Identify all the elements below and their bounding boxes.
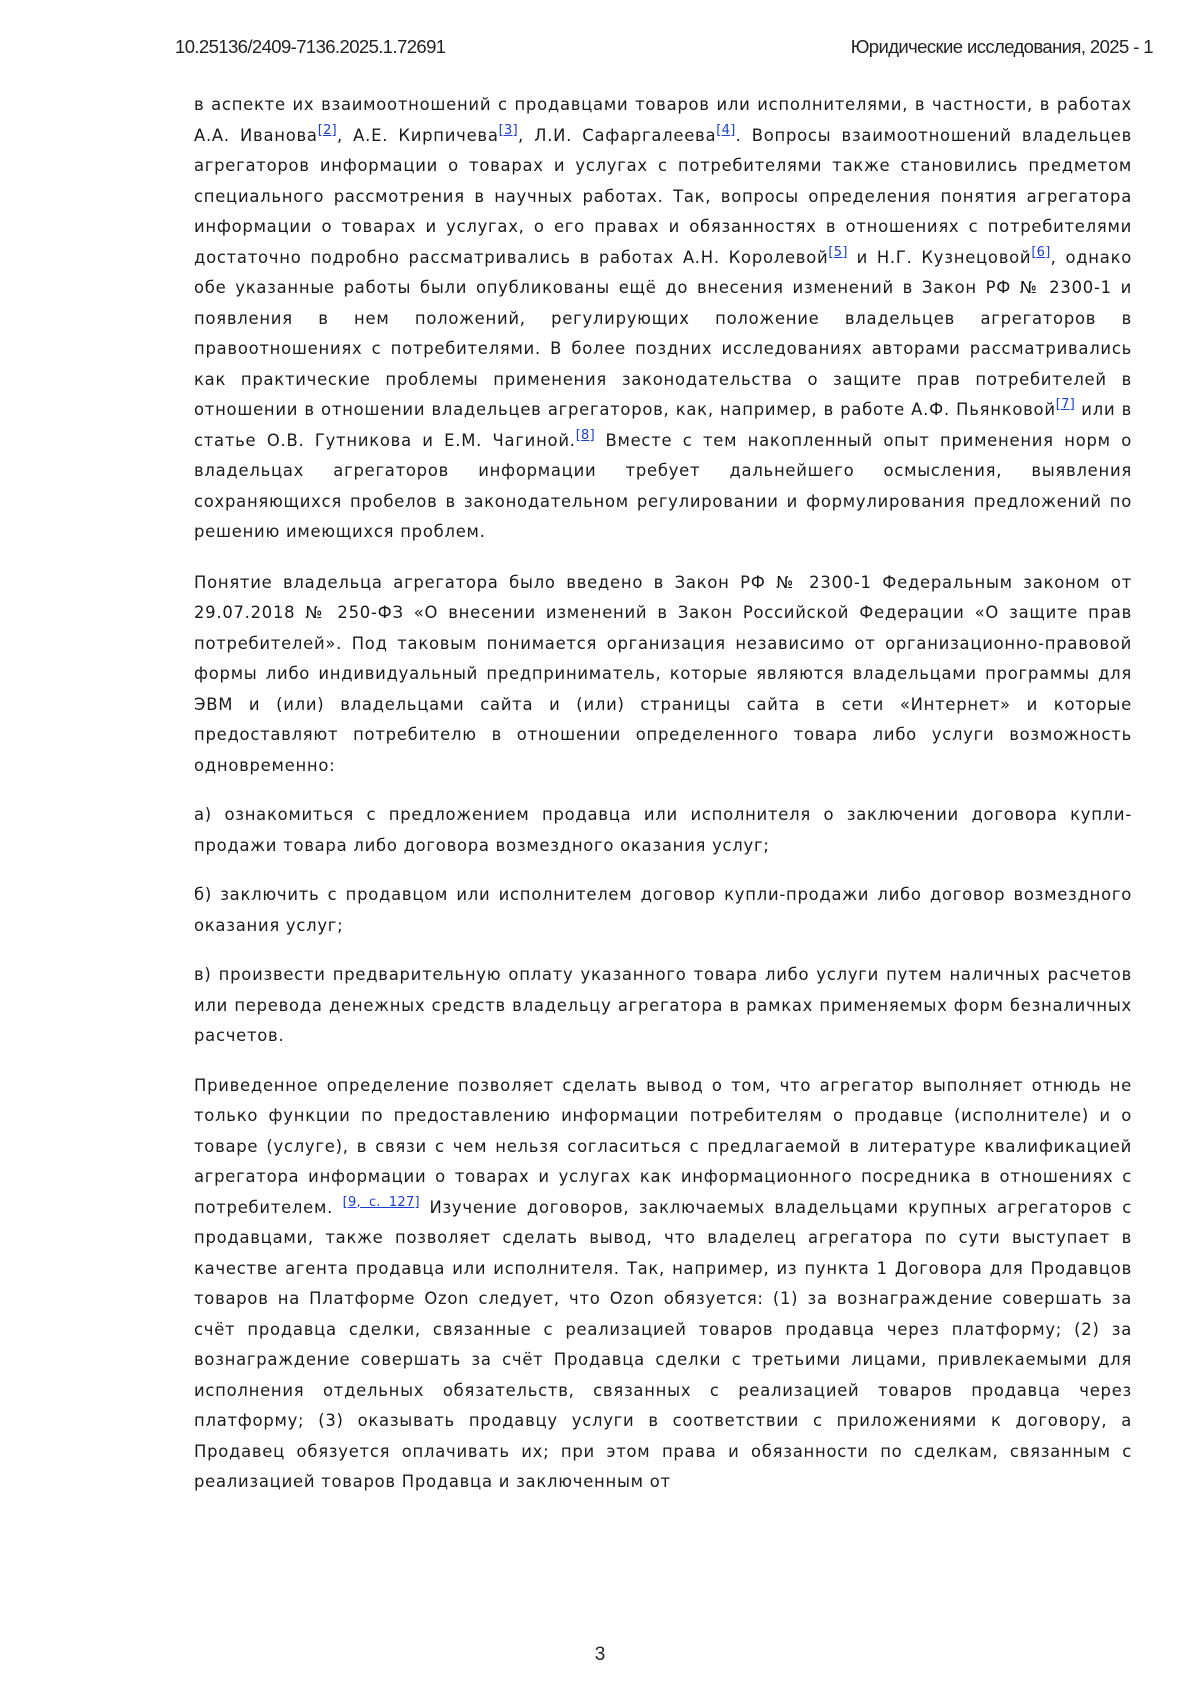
paragraph-text: Вместе с тем накопленный опыт применения норм о владельцах агрегаторов информации требует дальнейшего осмысления, выявления сохраняющихся пробелов в законодательном регулировании и формулирования предложений по решению имеющихся проблем. <box>194 430 1132 541</box>
paragraph-text: Изучение договоров, заключаемых владельцами крупных агрегаторов с продавцами, также позволяет сделать вывод, что владелец агрегатора по сути выступает в качестве агента продавца или исполнителя. Так, например, из пункта 1 Договора для Продавцов товаров на Платформе Ozon следует, что Ozon обязуется: (1) за вознаграждение совершать за счёт продавца сделки, связанные с реализацией товаров продавца через платформу; (2) за вознаграждение совершать за счёт Продавца сделки с третьими лицами, привлекаемыми для исполнения отдельных обязательств, связанных с реализацией товаров продавца через платформу; (3) оказывать продавцу услуги в соответствии с приложениями к договору, а Продавец обязуется оплачивать их; при этом права и обязанности по сделкам, связанным с реализацией товаров Продавца и заключенным от <box>194 1197 1132 1491</box>
paragraph <box>194 1071 1132 1498</box>
page-header <box>175 36 1153 62</box>
paragraph-text: Приведенное определение позволяет сделать вывод о том, что агрегатор выполняет отнюдь не только функции по предоставлению информации потребителям о продавце (исполнителе) и о товаре (услуге), в связи с чем нельзя согласиться с предлагаемой в литературе квалификацией агрегатора информации о товарах и услугах как информационного посредника в отношениях с потребителем. <box>194 1075 1132 1217</box>
footnote-link[interactable]: [2] <box>317 122 338 138</box>
footnote-link[interactable]: [3] <box>498 122 518 138</box>
paragraph <box>194 90 1132 548</box>
footnote-link[interactable]: [9, с. 127] <box>342 1194 420 1210</box>
list-item-a: а) ознакомиться с предложением продавца или исполнителя о заключении договора купли-продажи товара либо договора возмездного оказания услуг; <box>194 805 1132 855</box>
paragraph: Понятие владельца агрегатора было введено в Закон РФ № 2300-1 Федеральным законом от 29.07.2018 № 250-ФЗ «О внесении изменений в Закон Российской Федерации «О защите прав потребителей». Под таковым понимается организация независимо от организационно-правовой формы либо индивидуальный предприниматель, которые являются владельцами программы для ЭВМ и (или) владельцами сайта и (или) страницы сайта в сети «Интернет» и которые предоставляют потребителю в отношении определенного товара либо услуги возможность одновременно: <box>194 572 1132 775</box>
paragraph-text: , Л.И. Сафаргалеева <box>517 125 717 145</box>
list-item-b: б) заключить с продавцом или исполнителем договор купли-продажи либо договор возмездного оказания услуг; <box>194 885 1132 935</box>
paragraph-text: . Вопросы взаимоотношений владельцев агрегаторов информации о товарах и услугах с потребителями также становились предметом специального рассмотрения в научных работах. Так, вопросы определения понятия агрегатора информации о товарах и услугах, о его правах и обязанностях в отношениях с потребителями достаточно подробно рассматривались в работах А.Н. Королевой <box>194 125 1133 267</box>
article-body <box>194 90 1132 1517</box>
paragraph-text: в аспекте их взаимоотношений с продавцами товаров или исполнителями, в частности, в работах А.А. Иванова <box>194 95 1132 145</box>
footnote-link[interactable]: [8] <box>575 427 596 443</box>
paragraph-text: , однако обе указанные работы были опубликованы ещё до внесения изменений в Закон РФ № 2300-1 и появления в нем положений, регулирующих положение владельцев агрегаторов в правоотношениях с потребителями. В более поздних исследованиях авторами рассматривались как практические проблемы применения законодательства о защите прав потребителей в отношении в отношении владельцев агрегаторов, как, например, в работе А.Ф. Пьянковой <box>194 247 1132 419</box>
doi: 10.25136/2409-7136.2025.1.72691 <box>175 36 446 57</box>
footnote-link[interactable]: [4] <box>716 122 736 138</box>
paragraph-text: , А.Е. Кирпичева <box>337 125 499 145</box>
paragraph-text: или в статье О.В. Гутникова и Е.М. Чагиной. <box>194 400 1132 450</box>
footnote-link[interactable]: [5] <box>828 244 848 260</box>
page-number: 3 <box>594 1644 606 1665</box>
journal-title: Юридические исследования, 2025 - 1 <box>850 36 1153 57</box>
footnote-link[interactable]: [7] <box>1055 397 1076 412</box>
list-item-c: в) произвести предварительную оплату указанного товара либо услуги путем наличных расчетов или перевода денежных средств владельцу агрегатора в рамках применяемых форм безналичных расчетов. <box>194 965 1132 1045</box>
paragraph-text: и Н.Г. Кузнецовой <box>847 247 1032 267</box>
footnote-link[interactable]: [6] <box>1031 244 1051 260</box>
